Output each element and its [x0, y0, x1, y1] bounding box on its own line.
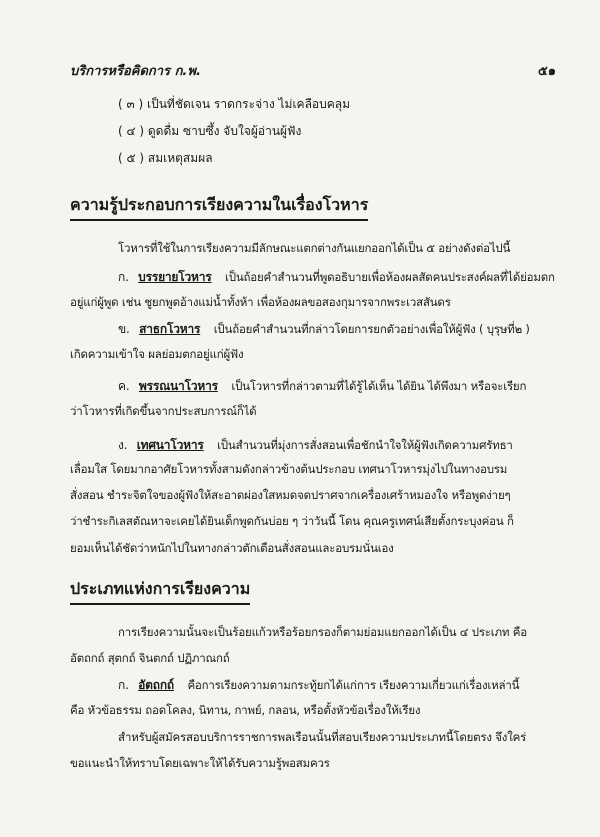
list-item: ( ๔ ) ดูดดื่ม ซาบซึ้ง จับใจผู้อ่านผู้ฟัง: [118, 124, 302, 138]
item-marker: ข.: [118, 322, 130, 336]
item-marker: ก.: [118, 678, 129, 692]
definition-text: เป็นโวหารที่กล่าวตามที่ได้รู้ได้เห็น ได้ยิน ได้พึงมา หรือจะเรียก: [231, 379, 527, 393]
paragraph-line: โวหารที่ใช้ในการเรียงความมีลักษณะแตกต่างกันแยกออกได้เป็น ๕ อย่างดังต่อไปนี้: [118, 241, 511, 255]
list-item: ( ๕ ) สมเหตุสมผล: [118, 151, 213, 165]
section-heading: ประเภทแห่งการเรียงความ: [70, 577, 250, 605]
term: บรรยายโวหาร: [138, 270, 212, 284]
paragraph-line: คือ หัวข้อธรรม ถอดโคลง, นิทาน, กาพย์, กลอน, หรือตั้งหัวข้อเรื่องให้เรียง: [70, 703, 421, 717]
term-definition-line: [118, 320, 530, 339]
definition-text: เป็นถ้อยคำสำนวนที่พูดอธิบายเพื่อห้องผลสัดคนประสงค์ผลที่ได้ย่อมดก: [225, 270, 555, 284]
paragraph-line: สั่งสอน ชำระจิตใจของผู้ฟังให้สะอาดผ่องใสหมดจดปราศจากเครื่องเศร้าหมองใจ หรือพูดง่ายๆ: [70, 488, 511, 502]
paragraph-line: เลื่อมใส โดยมากอาศัยโวหารทั้งสามดังกล่าวข้างต้นประกอบ เทศนาโวหารมุ่งไปในทางอบรม: [70, 462, 508, 476]
paragraph-line: ยอมเห็นได้ชัดว่าหนักไปในทางกล่าวตักเตือนสั่งสอนและอบรมนั่นเอง: [70, 541, 394, 555]
definition-text: เป็นถ้อยคำสำนวนที่กล่าวโดยการยกตัวอย่างเพื่อให้ผู้ฟัง ( บุรุษที่๒ ): [213, 322, 530, 336]
term-definition-line: [118, 268, 555, 287]
paragraph-line: ว่าชำระกิเลสตัณหาจะเคยได้ยินเด็กพูดกันบ่อย ๆ ว่าวันนี้ โดน คุณครูเทศน์เสียตั้งกระบุงค่อน ก็: [70, 514, 514, 528]
term-definition-line: [118, 676, 519, 695]
term-definition-line: [118, 377, 526, 396]
paragraph-line: การเรียงความนั้นจะเป็นร้อยแก้วหรือร้อยกรองก็ตามย่อมแยกออกได้เป็น ๔ ประเภท คือ: [118, 625, 527, 639]
term: สาธกโวหาร: [139, 322, 201, 336]
item-marker: ค.: [118, 379, 130, 393]
item-marker: ก.: [118, 270, 129, 284]
list-item: ( ๓ ) เป็นที่ชัดเจน ราดกระจ่าง ไม่เคลือบคลุม: [118, 97, 351, 111]
term-definition-line: [118, 436, 513, 455]
running-header-title: บริการหรือคิดการ ก.พ.: [70, 64, 201, 79]
paragraph-line: อยู่แก่ผู้พูด เช่น ชูยกพูดอ้างแม่น้ำทั้งห้า เพื่อห้องผลขอสองกุมารจากพระเวสสันดร: [70, 295, 451, 309]
definition-text: คือการเรียงความตามกระทู้ยกได้แก่การ เรียงความเกี่ยวแก่เรื่องเหล่านี้: [187, 678, 520, 692]
paragraph-line: อัตถกถ์ สุตกถ์ จินตกถ์ ปฏิภาณกถ์: [70, 651, 230, 665]
paragraph-line: ขอแนะนำให้ทราบโดยเฉพาะให้ได้รับความรู้พอสมควร: [70, 756, 330, 770]
paragraph-line: เกิดความเข้าใจ ผลย่อมตกอยู่แก่ผู้ฟัง: [70, 347, 244, 361]
paragraph-line: ว่าโวหารที่เกิดขึ้นจากประสบการณ์ก็ได้: [70, 404, 257, 418]
paragraph-line: สำหรับผู้สมัครสอบบริการราชการพลเรือนนั้นที่สอบเรียงความประเภทนี้โดยตรง จึงใคร่: [118, 730, 527, 744]
section-heading: ความรู้ประกอบการเรียงความในเรื่องโวหาร: [70, 193, 368, 221]
term: เทศนาโวหาร: [136, 438, 204, 452]
item-marker: ง.: [118, 438, 128, 452]
term: อัตถกถ์: [138, 678, 174, 692]
definition-text: เป็นสำนวนที่มุ่งการสั่งสอนเพื่อชักนำใจให้ผู้ฟังเกิดความศรัทธา: [217, 438, 513, 452]
term: พรรณนาโวหาร: [138, 379, 218, 393]
page-number: ๕๑: [537, 64, 556, 79]
